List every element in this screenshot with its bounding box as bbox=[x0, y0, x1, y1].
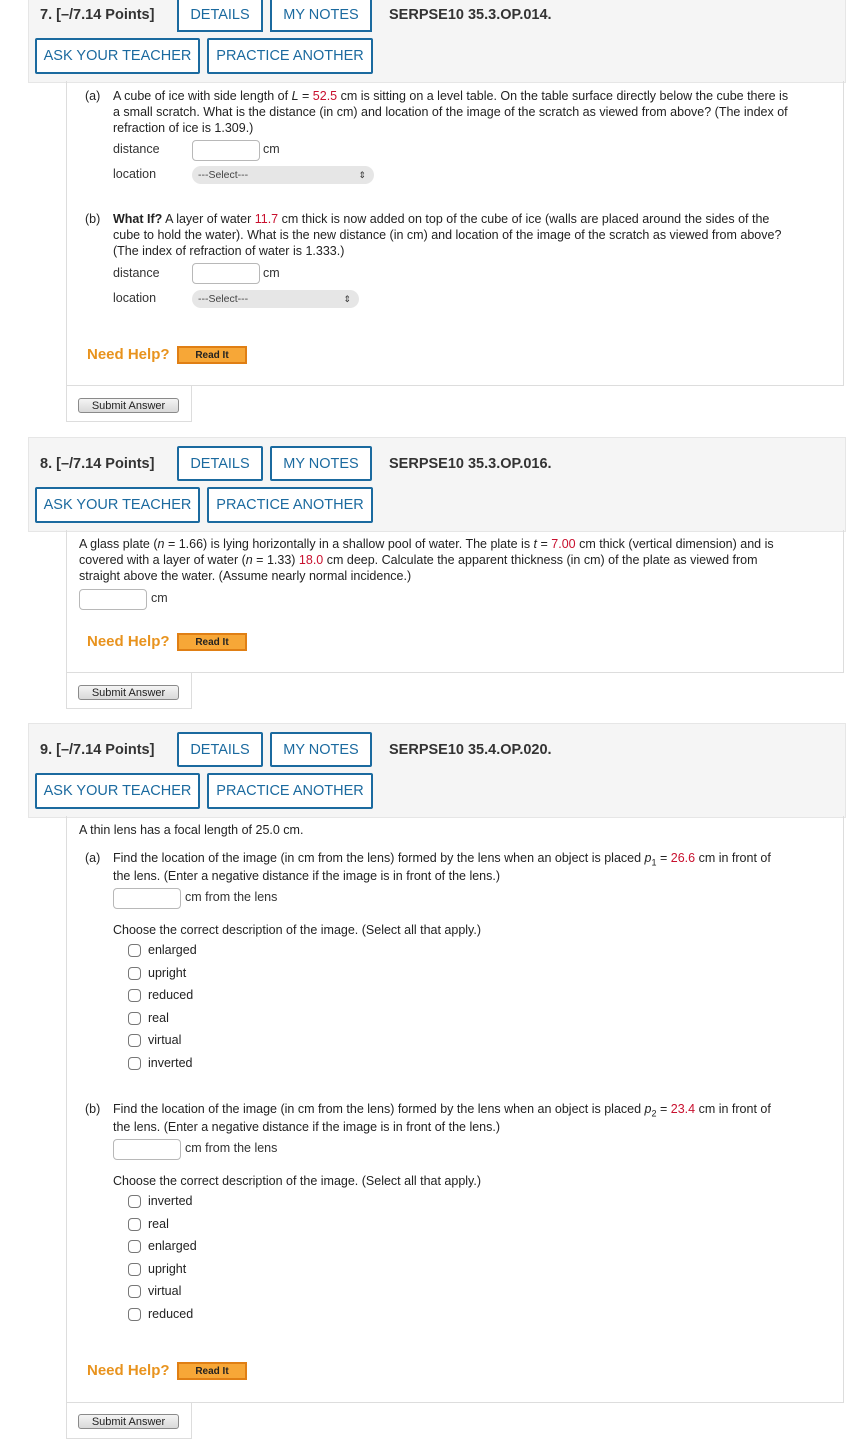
q7-submit-button[interactable]: Submit Answer bbox=[78, 398, 179, 413]
q9-b-checkbox-3[interactable] bbox=[128, 1263, 141, 1276]
q9-b-unit: cm from the lens bbox=[185, 1141, 278, 1155]
q7-a-distance-input[interactable] bbox=[192, 140, 260, 161]
q9-b-answer-input[interactable] bbox=[113, 1139, 181, 1160]
q9-a-checkbox-2[interactable] bbox=[128, 989, 141, 1002]
q8-my-notes-tab[interactable]: MY NOTES bbox=[270, 446, 372, 481]
q9-code: SERPSE10 35.4.OP.020. bbox=[389, 742, 552, 758]
chevron-updown-icon: ⇕ bbox=[358, 170, 366, 180]
q7-read-it-button[interactable]: Read It bbox=[177, 346, 247, 364]
q7-b-line1: What If? A layer of water 11.7 cm thick is now added on top of the cube of ice (walls are placed around the sides of the bbox=[113, 212, 770, 226]
q9-a-line2: the lens. (Enter a negative distance if the image is in front of the lens.) bbox=[113, 869, 501, 883]
q7-details-tab[interactable]: DETAILS bbox=[177, 0, 263, 32]
q9-b-line1: Find the location of the image (in cm from the lens) formed by the lens when an object is placed $p_2 = 23.4$ cm in front of bbox=[113, 1102, 771, 1119]
q9-a-checkbox-4[interactable] bbox=[128, 1034, 141, 1047]
q9-ask-teacher-button[interactable]: ASK YOUR TEACHER bbox=[35, 773, 200, 809]
q9-a-option-0: enlarged bbox=[148, 943, 197, 957]
q8-line1: A glass plate (n = 1.66) is lying horizontally in a shallow pool of water. The plate is t = 7.00 cm thick (vertical dimension) and is bbox=[79, 537, 774, 551]
q9-points: 9. [–/7.14 Points] bbox=[40, 742, 155, 758]
q9-details-tab[interactable]: DETAILS bbox=[177, 732, 263, 767]
q9-a-checkbox-3[interactable] bbox=[128, 1012, 141, 1025]
q7-my-notes-tab[interactable]: MY NOTES bbox=[270, 0, 372, 32]
q8-practice-another-button[interactable]: PRACTICE ANOTHER bbox=[207, 487, 373, 523]
q7-practice-another-button[interactable]: PRACTICE ANOTHER bbox=[207, 38, 373, 74]
q9-b-option-3: upright bbox=[148, 1262, 187, 1276]
q7-need-help: Need Help? bbox=[87, 346, 170, 363]
q9-intro: A thin lens has a focal length of 25.0 cm. bbox=[79, 823, 304, 837]
q7-a-location-select[interactable]: ---Select--- ⇕ bbox=[192, 166, 374, 184]
q9-a-option-5: inverted bbox=[148, 1056, 193, 1070]
q9-a-checkbox-0[interactable] bbox=[128, 944, 141, 957]
q9-a-unit: cm from the lens bbox=[185, 890, 278, 904]
q9-practice-another-button[interactable]: PRACTICE ANOTHER bbox=[207, 773, 373, 809]
q8-ask-teacher-button[interactable]: ASK YOUR TEACHER bbox=[35, 487, 200, 523]
q9-a-label: (a) bbox=[85, 851, 101, 865]
q7-ask-teacher-button[interactable]: ASK YOUR TEACHER bbox=[35, 38, 200, 74]
q8-need-help: Need Help? bbox=[87, 633, 170, 650]
q7-b-label: (b) bbox=[85, 212, 101, 226]
q8-line3: straight above the water. (Assume nearly normal incidence.) bbox=[79, 569, 412, 583]
q7-b-line2: cube to hold the water). What is the new distance (in cm) and location of the image of the scratch as viewed from above? bbox=[113, 228, 782, 242]
q9-b-checkbox-1[interactable] bbox=[128, 1218, 141, 1231]
q9-b-checkbox-2[interactable] bbox=[128, 1240, 141, 1253]
q7-a-distance-label: distance bbox=[113, 142, 160, 156]
q9-a-checkbox-5[interactable] bbox=[128, 1057, 141, 1070]
q7-code: SERPSE10 35.3.OP.014. bbox=[389, 7, 552, 23]
q9-b-checkbox-0[interactable] bbox=[128, 1195, 141, 1208]
q9-b-option-2: enlarged bbox=[148, 1239, 197, 1253]
q9-a-line1: Find the location of the image (in cm from the lens) formed by the lens when an object is placed $p_1 = 26.6$ cm in front of bbox=[113, 851, 771, 868]
q8-details-tab[interactable]: DETAILS bbox=[177, 446, 263, 481]
q9-b-checkbox-4[interactable] bbox=[128, 1285, 141, 1298]
q9-b-checkbox-5[interactable] bbox=[128, 1308, 141, 1321]
q9-b-choose: Choose the correct description of the image. (Select all that apply.) bbox=[113, 1174, 482, 1188]
q8-read-it-button[interactable]: Read It bbox=[177, 633, 247, 651]
q9-a-option-3: real bbox=[148, 1011, 169, 1025]
q7-a-location-label: location bbox=[113, 167, 157, 181]
q9-b-line2: the lens. (Enter a negative distance if the image is in front of the lens.) bbox=[113, 1120, 501, 1134]
q9-b-option-1: real bbox=[148, 1217, 169, 1231]
q8-submit-button[interactable]: Submit Answer bbox=[78, 685, 179, 700]
q9-my-notes-tab[interactable]: MY NOTES bbox=[270, 732, 372, 767]
q8-unit: cm bbox=[151, 591, 168, 605]
q7-b-line3: (The index of refraction of water is 1.333.) bbox=[113, 244, 345, 258]
q7-a-line1: A cube of ice with side length of L = 52.5 cm is sitting on a level table. On the table surface directly below the cube there is bbox=[113, 89, 789, 103]
q9-a-checkbox-1[interactable] bbox=[128, 967, 141, 980]
q9-b-option-5: reduced bbox=[148, 1307, 194, 1321]
q8-answer-input[interactable] bbox=[79, 589, 147, 610]
q7-a-label: (a) bbox=[85, 89, 101, 103]
q9-b-option-4: virtual bbox=[148, 1284, 182, 1298]
q9-a-option-2: reduced bbox=[148, 988, 194, 1002]
q9-b-label: (b) bbox=[85, 1102, 101, 1116]
q9-read-it-button[interactable]: Read It bbox=[177, 1362, 247, 1380]
q9-a-answer-input[interactable] bbox=[113, 888, 181, 909]
q7-a-line2: a small scratch. What is the distance (in cm) and location of the image of the scratch as viewed from above? (The index of bbox=[113, 105, 788, 119]
q7-b-unit: cm bbox=[263, 266, 280, 280]
q7-b-distance-input[interactable] bbox=[192, 263, 260, 284]
q7-b-location-label: location bbox=[113, 291, 157, 305]
q7-a-line3: refraction of ice is 1.309.) bbox=[113, 121, 254, 135]
q7-b-location-select[interactable]: ---Select--- ⇕ bbox=[192, 290, 359, 308]
q9-a-option-1: upright bbox=[148, 966, 187, 980]
q9-b-option-0: inverted bbox=[148, 1194, 193, 1208]
q8-points: 8. [–/7.14 Points] bbox=[40, 456, 155, 472]
q8-code: SERPSE10 35.3.OP.016. bbox=[389, 456, 552, 472]
q7-b-distance-label: distance bbox=[113, 266, 160, 280]
q7-a-unit: cm bbox=[263, 142, 280, 156]
q7-points: 7. [–/7.14 Points] bbox=[40, 7, 155, 23]
q9-submit-button[interactable]: Submit Answer bbox=[78, 1414, 179, 1429]
q8-line2: covered with a layer of water (n = 1.33) 18.0 cm deep. Calculate the apparent thickness (in cm) of the plate as viewed from bbox=[79, 553, 758, 567]
chevron-updown-icon: ⇕ bbox=[343, 294, 351, 304]
q9-need-help: Need Help? bbox=[87, 1362, 170, 1379]
q9-a-choose: Choose the correct description of the image. (Select all that apply.) bbox=[113, 923, 482, 937]
q9-a-option-4: virtual bbox=[148, 1033, 182, 1047]
